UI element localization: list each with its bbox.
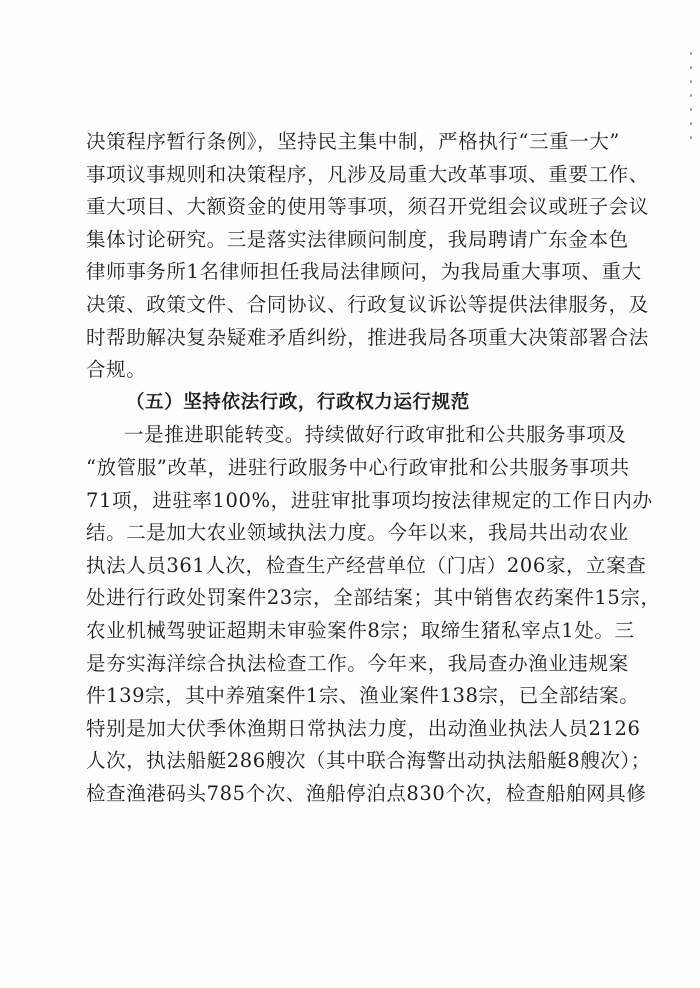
- text-line: 件139宗，其中养殖案件1宗、渔业案件138宗，已全部结案。: [86, 684, 640, 708]
- text-line: 律师事务所1名律师担任我局法律顾问，为我局重大事项、重大: [86, 260, 642, 284]
- text-line: 人次，执法船艇286艘次（其中联合海警出动执法船艇8艘次）；: [86, 749, 651, 773]
- paragraph-first-line: 一是推进职能转变。持续做好行政审批和公共服务事项及: [124, 423, 627, 447]
- text-line: 检查渔港码头785个次、渔船停泊点830个次，检查船舶网具修: [86, 781, 647, 805]
- text-line: “放管服”改革，进驻行政服务中心行政审批和公共服务事项共: [86, 455, 630, 479]
- text-line: 结。二是加大农业领域执法力度。今年以来，我局共出动农业: [86, 521, 629, 545]
- binding-marks: [684, 0, 694, 988]
- text-line: 时帮助解决复杂疑难矛盾纠纷，推进我局各项重大决策部署合法: [86, 325, 649, 349]
- text-line: 重大项目、大额资金的使用等事项，须召开党组会议或班子会议: [86, 195, 649, 219]
- text-line: 事项议事规则和决策程序，凡涉及局重大改革事项、重要工作、: [86, 162, 649, 186]
- text-line: 71项，进驻率100%，进驻审批事项均按法律规定的工作日内办: [86, 488, 653, 512]
- text-line: 是夯实海洋综合执法检查工作。今年来，我局查办渔业违规案: [86, 651, 629, 675]
- text-line: 决策、政策文件、合同协议、行政复议诉讼等提供法律服务，及: [86, 292, 649, 316]
- text-line: 特别是加大伏季休渔期日常执法力度，出动渔业执法人员2126: [86, 716, 641, 740]
- text-line: 处进行行政处罚案件23宗，全部结案；其中销售农药案件15宗，: [86, 586, 661, 610]
- body-text: [86, 126, 661, 810]
- text-line: 集体讨论研究。三是落实法律顾问制度，我局聘请广东金本色: [86, 227, 629, 251]
- text-line: 执法人员361人次，检查生产经营单位（门店）206家，立案查: [86, 553, 647, 577]
- text-line: 决策程序暂行条例》，坚持民主集中制，严格执行“三重一大”: [86, 130, 620, 153]
- text-line: 合规。: [86, 358, 147, 382]
- section-heading: （五）坚持依法行政，行政权力运行规范: [126, 391, 470, 413]
- text-line: 农业机械驾驶证超期未审验案件8宗；取缔生猪私宰点1处。三: [86, 618, 635, 642]
